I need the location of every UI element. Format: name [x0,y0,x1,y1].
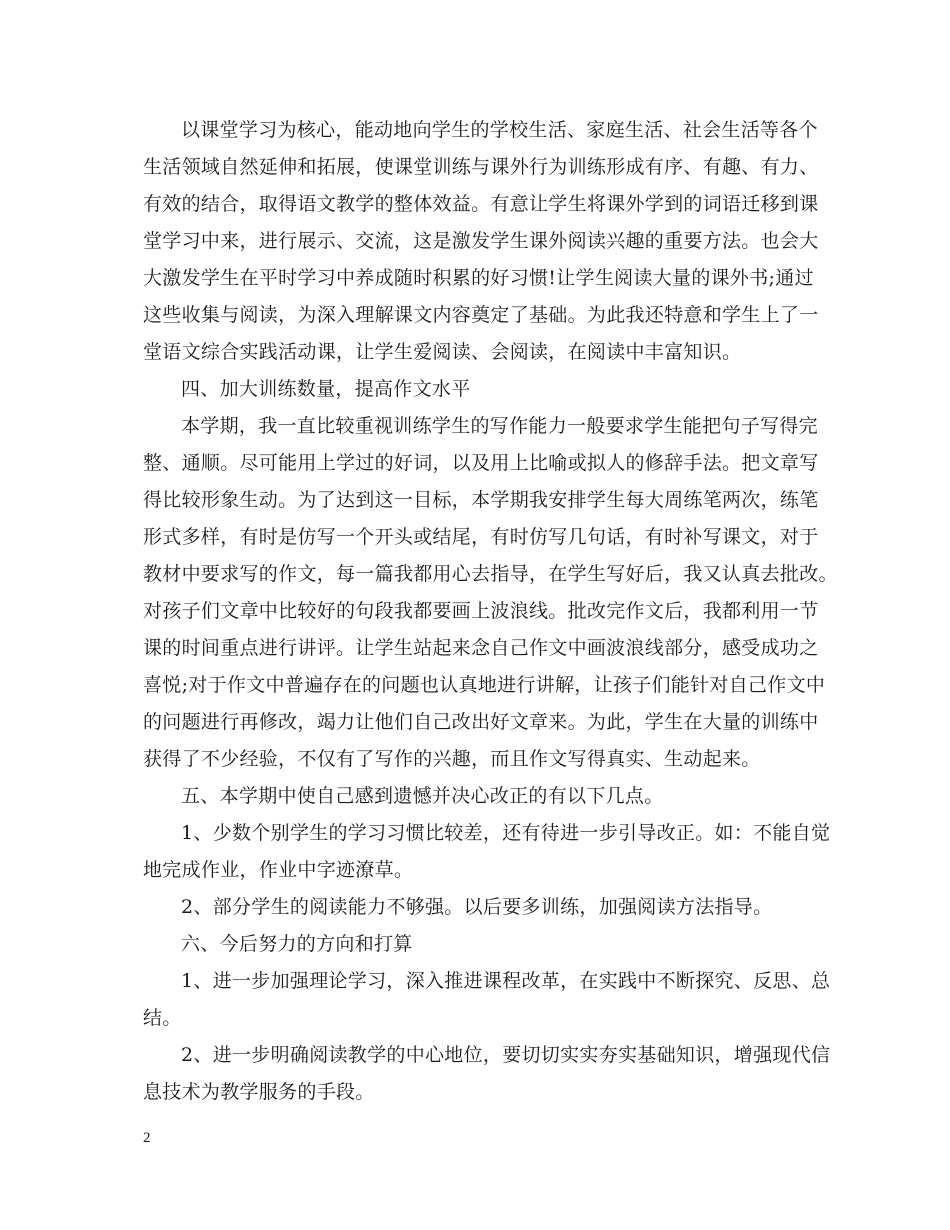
text-line: 喜悦;对于作文中普遍存在的问题也认真地进行讲解，让孩子们能针对自己作文中 [143,674,826,696]
text-line: 获得了不少经验，不仅有了写作的兴趣，而且作文写得真实、生动起来。 [143,748,761,770]
text-line: 大激发学生在平时学习中养成随时积累的好习惯!让学生阅读大量的课外书;通过 [143,267,814,289]
text-line: 息技术为教学服务的手段。 [143,1081,375,1103]
text-line: 2、进一步明确阅读教学的中心地位，要切切实实夯实基础知识，增强现代信 [181,1044,831,1066]
page-number: 2 [143,1130,151,1146]
text-line: 的问题进行再修改，竭力让他们自己改出好文章来。为此，学生在大量的训练中 [143,711,819,733]
document-body [143,112,838,1111]
text-line: 本学期，我一直比较重视训练学生的写作能力一般要求学生能把句子写得完 [181,415,818,437]
text-line: 四、加大训练数量，提高作文水平 [181,378,471,400]
text-line: 堂语文综合实践活动课，让学生爱阅读、会阅读，在阅读中丰富知识。 [143,341,742,363]
text-line: 整、通顺。尽可能用上学过的好词，以及用上比喻或拟人的修辞手法。把文章写 [143,452,819,474]
text-line: 地完成作业，作业中字迹潦草。 [143,859,414,881]
text-line: 这些收集与阅读，为深入理解课文内容奠定了基础。为此我还特意和学生上了一 [143,304,819,326]
text-line: 1、少数个别学生的学习习惯比较差，还有待进一步引导改正。如：不能自觉 [181,822,831,844]
text-line: 以课堂学习为核心，能动地向学生的学校生活、家庭生活、社会生活等各个 [181,119,818,141]
text-line: 五、本学期中使自己感到遗憾并决心改正的有以下几点。 [181,785,664,807]
text-line: 对孩子们文章中比较好的句段我都要画上波浪线。批改完作文后，我都利用一节 [143,600,819,622]
text-line: 六、今后努力的方向和打算 [181,933,413,955]
text-line: 有效的结合，取得语文教学的整体效益。有意让学生将课外学到的词语迁移到课 [143,193,819,215]
text-line: 2、部分学生的阅读能力不够强。以后要多训练，加强阅读方法指导。 [181,896,773,918]
text-line: 课的时间重点进行讲评。让学生站起来念自己作文中画波浪线部分，感受成功之 [143,637,819,659]
text-line: 堂学习中来，进行展示、交流，这是激发学生课外阅读兴趣的重要方法。也会大 [143,230,819,252]
text-line: 教材中要求写的作文，每一篇我都用心去指导，在学生写好后，我又认真去批改。 [143,563,838,585]
text-line: 结。 [143,1007,182,1029]
text-line: 形式多样，有时是仿写一个开头或结尾，有时仿写几句话，有时补写课文，对于 [143,526,819,548]
text-line: 生活领域自然延伸和拓展，使课堂训练与课外行为训练形成有序、有趣、有力、 [143,156,819,178]
text-line: 1、进一步加强理论学习，深入推进课程改革，在实践中不断探究、反思、总 [181,970,831,992]
text-line: 得比较形象生动。为了达到这一目标，本学期我安排学生每大周练笔两次，练笔 [143,489,819,511]
